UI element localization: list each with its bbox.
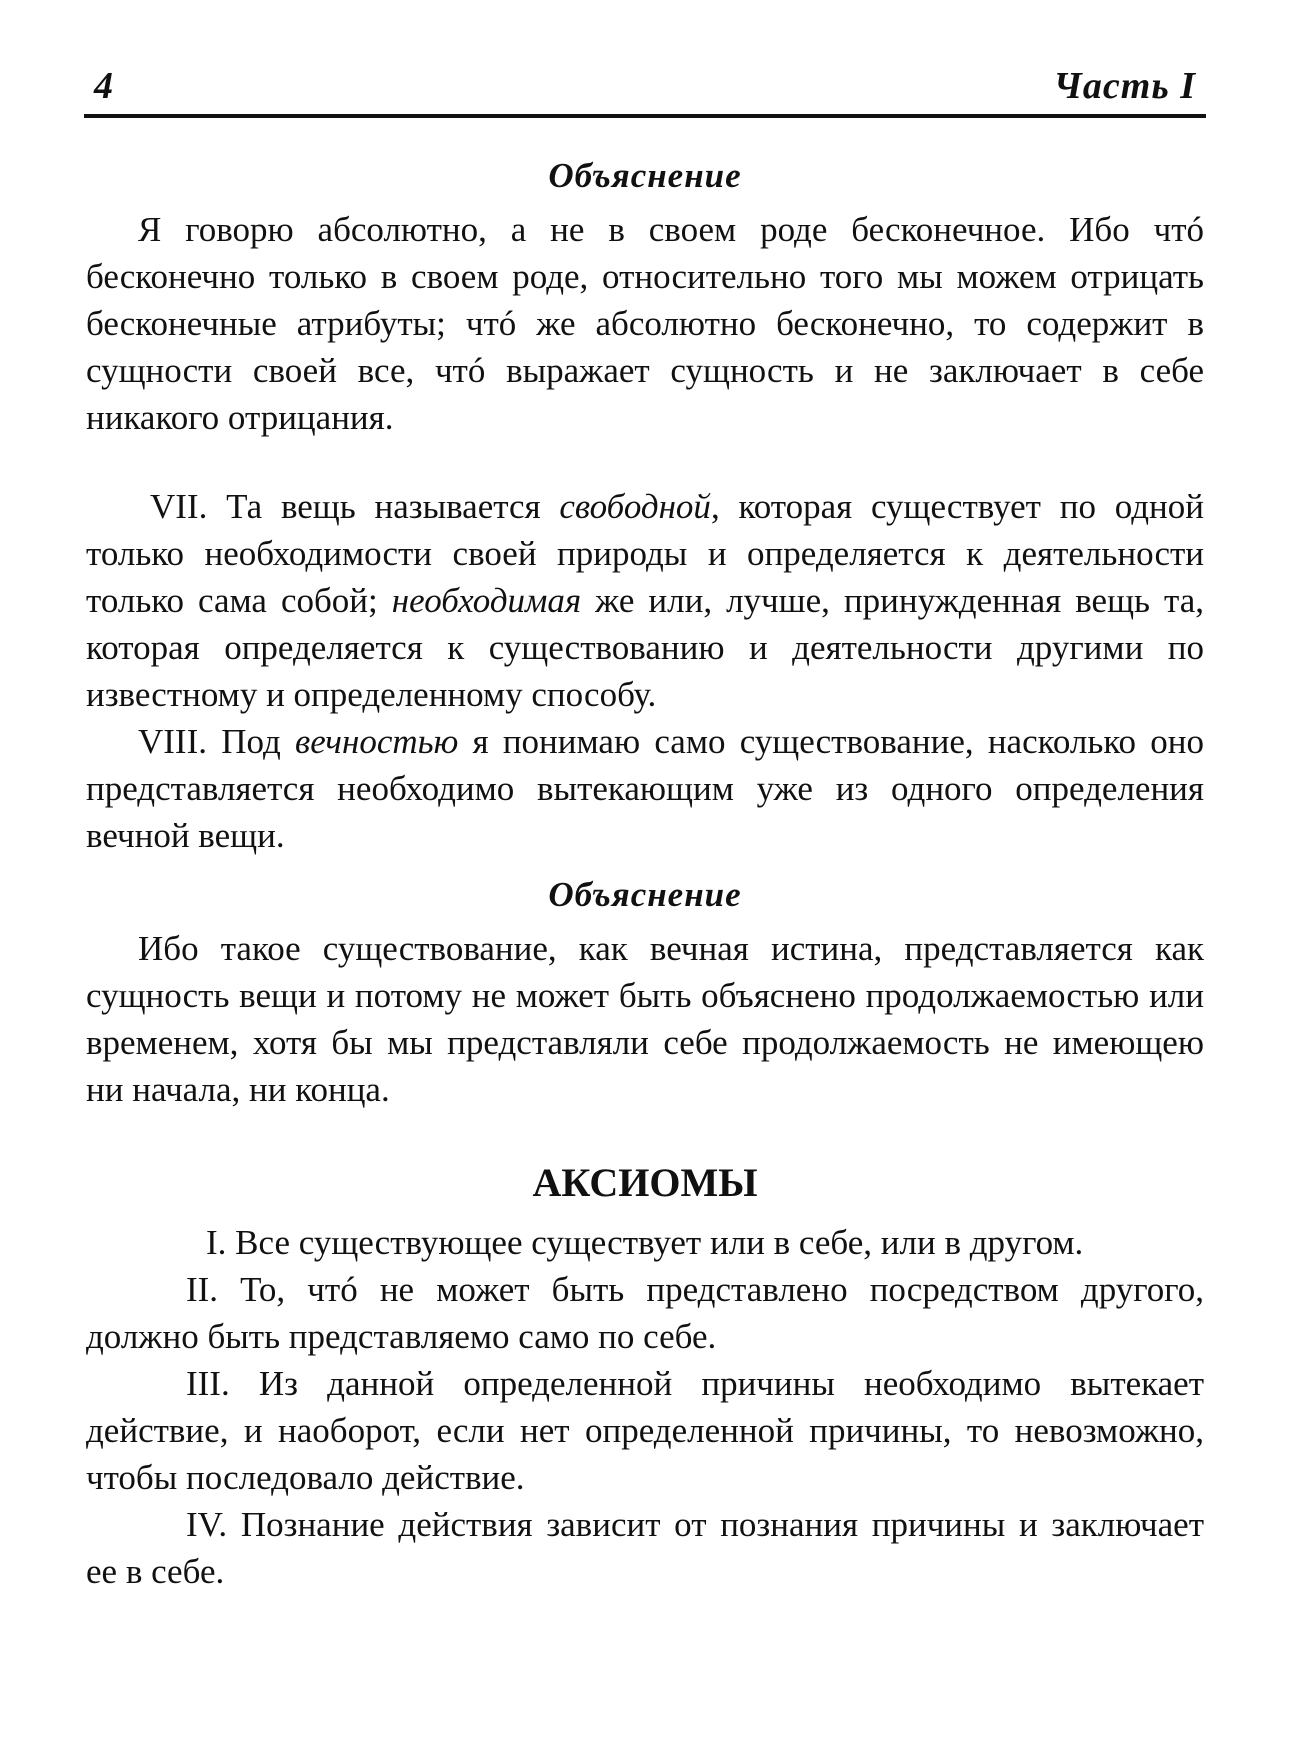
explanation-paragraph-2: Ибо такое существование, как вечная истина, представляется как сущность вещи и потому не может быть объяснено продолжаемостью или временем, хотя бы мы представляли себе продолжаемость не имеющею ни начала, ни конца. xyxy=(86,929,1204,1109)
definition-7-term-necessary: необходимая xyxy=(391,581,582,620)
explanation-heading-1: Объяснение xyxy=(548,156,742,195)
definition-7-text-c: же или, лучше, принужденная вещь та, которая определяется к существованию и деятельности другими по известному и определенному способу. xyxy=(86,581,1204,714)
page-body xyxy=(86,150,1204,1595)
header-rule xyxy=(84,114,1206,118)
spacer xyxy=(86,1113,1204,1155)
explanation-heading-2: Объяснение xyxy=(548,875,742,914)
page-number: 4 xyxy=(94,65,113,107)
running-head xyxy=(84,60,1206,112)
part-title: Часть I xyxy=(1053,65,1196,107)
axiom-item: II. То, чтó не может быть представлено посредством другого, должно быть представляемо само по себе. xyxy=(86,1270,1204,1356)
axiom-item: III. Из данной определенной причины необходимо вытекает действие, и наоборот, если нет определенной причины, то невозможно, чтобы последовало действие. xyxy=(86,1364,1204,1497)
spacer xyxy=(86,441,1204,483)
definition-8-text-a: VIII. Под xyxy=(138,722,296,761)
definition-7-text-b: , которая существует по одной только необходимости своей природы и определяется к деятельности только сама собой; xyxy=(86,487,1204,620)
definition-7-paragraph xyxy=(86,483,1204,718)
definition-8-text-b: я понимаю само существование, насколько оно представляется необходимо вытекающим уже из одного определения вечной вещи. xyxy=(86,722,1204,855)
explanation-paragraph-1: Я говорю абсолютно, а не в своем роде бесконечное. Ибо чтó бесконечно только в своем роде, относительно того мы можем отрицать бесконечные атрибуты; чтó же абсолютно бесконечно, то содержит в сущности своей все, чтó выражает сущность и не заключает в себе никакого отрицания. xyxy=(86,210,1204,437)
definition-8-term-eternity: вечностью xyxy=(295,722,459,761)
definition-7-text-a: VII. Та вещь называется xyxy=(150,487,560,526)
axiom-item: I. Все существующее существует или в себе, или в другом. xyxy=(206,1223,1084,1262)
definition-8-paragraph xyxy=(86,718,1204,859)
spacer xyxy=(86,859,1204,869)
axiom-item: IV. Познание действия зависит от познания причины и заключает ее в себе. xyxy=(86,1505,1204,1591)
definition-7-term-free: свободной xyxy=(559,487,711,526)
axioms-heading: АКСИОМЫ xyxy=(532,1160,758,1205)
